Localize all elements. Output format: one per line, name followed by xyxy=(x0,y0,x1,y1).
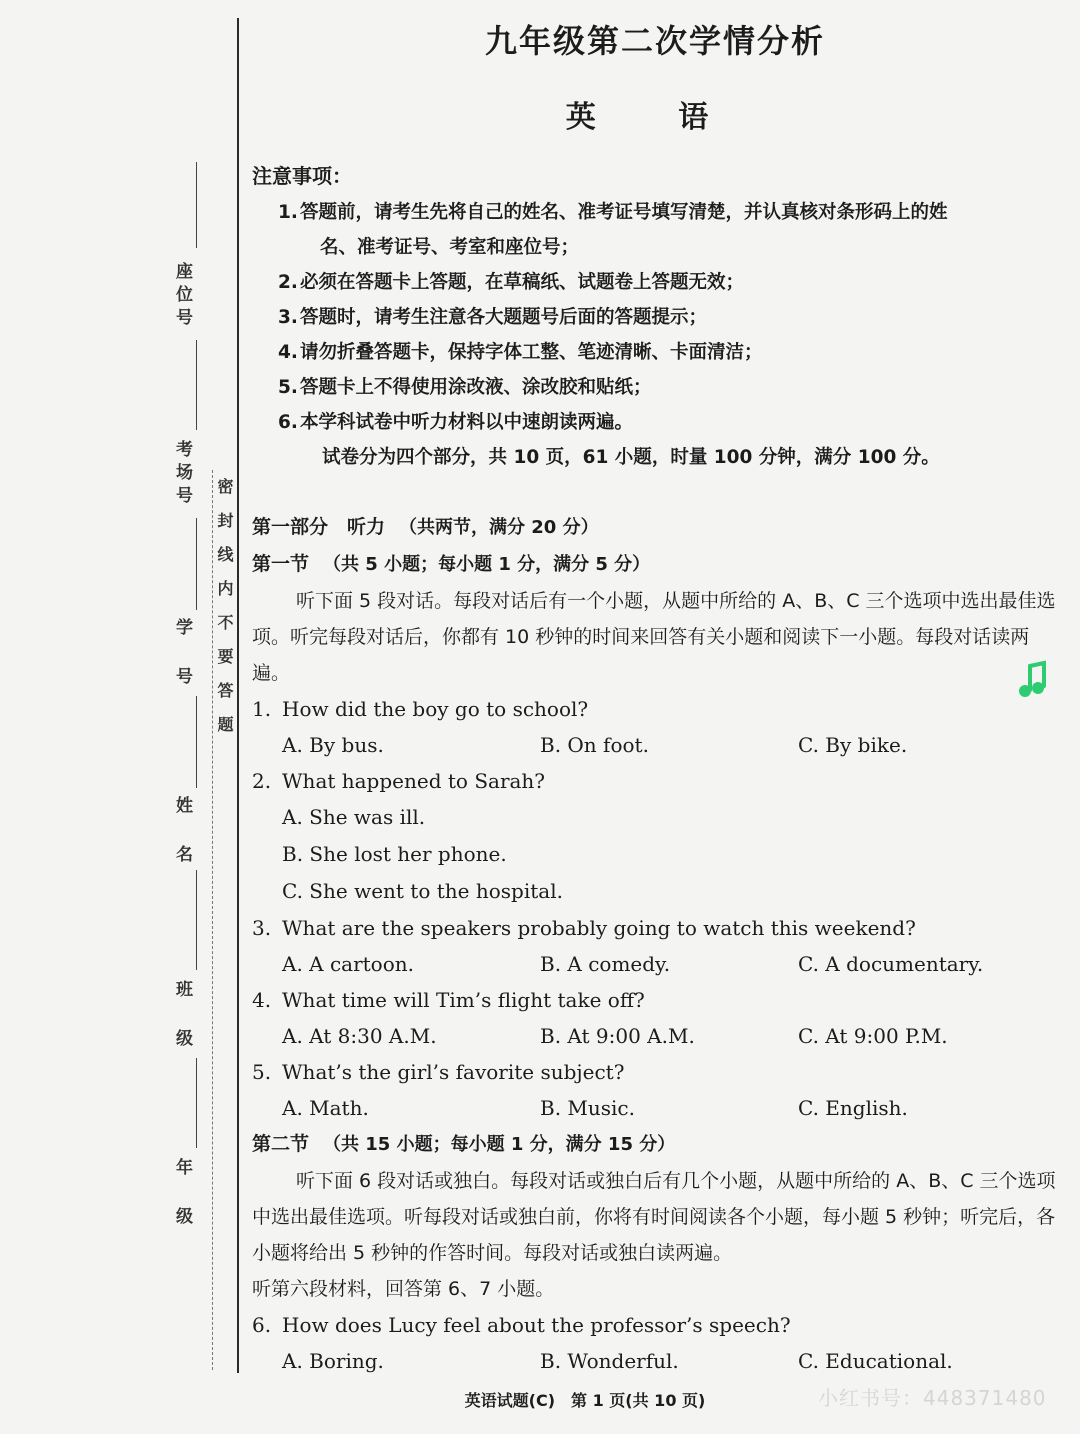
notice-number: 3. xyxy=(278,307,298,328)
option-b: B. Wonderful. xyxy=(540,1349,679,1373)
field-room xyxy=(170,440,200,509)
part1-title: 第一部分 听力 xyxy=(252,516,386,538)
option-b: B. At 9:00 A.M. xyxy=(540,1024,695,1048)
option-c: C. She went to the hospital. xyxy=(282,879,563,903)
question-text: What are the speakers probably going to watch this weekend? xyxy=(282,916,916,940)
question-text: What time will Tim’s flight take off? xyxy=(282,988,645,1012)
field-label: 学 号 xyxy=(172,618,192,690)
section2-title: 第二节 xyxy=(252,1133,310,1155)
question-6 xyxy=(252,1307,1067,1379)
option-b: B. A comedy. xyxy=(540,952,671,976)
binding-margin xyxy=(0,0,245,1434)
option-a: A. By bus. xyxy=(282,733,384,757)
seal-text: 密封线内不要答题 xyxy=(215,478,234,750)
question-5 xyxy=(252,1054,1067,1126)
section1-instructions: 听下面 5 段对话。每段对话后有一个小题，从题中所给的 A、B、C 三个选项中选出最佳选项。听完每段对话后，你都有 10 秒钟的时间来回答有关小题和阅读下一小题。每段对话读两遍。 xyxy=(252,590,1056,684)
field-underline xyxy=(196,518,197,610)
question-text: How did the boy go to school? xyxy=(282,697,589,721)
option-b: B. On foot. xyxy=(540,733,649,757)
field-grade xyxy=(170,1158,200,1230)
exam-title: 九年级第二次学情分析 xyxy=(484,22,825,60)
notice-text: 必须在答题卡上答题，在草稿纸、试题卷上答题无效； xyxy=(300,272,745,293)
field-seat xyxy=(170,262,200,331)
question-text: What happened to Sarah? xyxy=(282,769,546,793)
notice-item xyxy=(252,265,1067,300)
part1-note: （共两节，满分 20 分） xyxy=(399,517,599,538)
question-text: How does Lucy feel about the professor’s speech? xyxy=(282,1313,791,1337)
field-student-id xyxy=(170,618,200,690)
field-label: 年 级 xyxy=(172,1158,192,1230)
option-a: A. She was ill. xyxy=(282,805,426,829)
question-3 xyxy=(252,910,1067,982)
section1-heading xyxy=(252,546,1067,583)
field-underline xyxy=(196,162,197,248)
section2-material: 听第六段材料，回答第 6、7 小题。 xyxy=(252,1278,555,1300)
question-text: What’s the girl’s favorite subject? xyxy=(282,1060,625,1084)
option-a: A. At 8:30 A.M. xyxy=(282,1024,437,1048)
option-a: A. A cartoon. xyxy=(282,952,415,976)
field-underline xyxy=(196,1058,197,1148)
exam-content xyxy=(252,160,1067,1379)
section1-note: （共 5 小题；每小题 1 分，满分 5 分） xyxy=(323,554,651,575)
option-b: B. She lost her phone. xyxy=(282,842,507,866)
notice-item xyxy=(252,195,1067,265)
section2-heading xyxy=(252,1126,1067,1163)
notice-number: 1. xyxy=(278,202,298,223)
notice-item xyxy=(252,405,1067,440)
question-4 xyxy=(252,982,1067,1054)
notice-number: 6. xyxy=(278,412,298,433)
notice-text: 答题前，请考生先将自己的姓名、准考证号填写清楚，并认真核对条形码上的姓 xyxy=(300,202,948,223)
question-number: 6. xyxy=(252,1313,272,1337)
notice-text-cont: 名、准考证号、考室和座位号； xyxy=(320,237,580,258)
notice-text: 请勿折叠答题卡，保持字体工整、笔迹清晰、卡面清洁； xyxy=(300,342,763,363)
option-c: C. English. xyxy=(798,1096,908,1120)
option-a: A. Boring. xyxy=(282,1349,384,1373)
question-number: 2. xyxy=(252,769,272,793)
option-b: B. Music. xyxy=(540,1096,635,1120)
section2-note: （共 15 小题；每小题 1 分，满分 15 分） xyxy=(323,1134,676,1155)
part1-heading xyxy=(252,509,1067,546)
notice-text: 答题卡上不得使用涂改液、涂改胶和贴纸； xyxy=(300,377,652,398)
field-label: 考场号 xyxy=(172,440,192,509)
field-underline xyxy=(196,340,197,430)
notice-heading: 注意事项： xyxy=(252,164,352,188)
question-2 xyxy=(252,763,1067,910)
field-label: 座位号 xyxy=(172,262,192,331)
notice-list xyxy=(252,195,1067,440)
notice-item xyxy=(252,300,1067,335)
notice-number: 2. xyxy=(278,272,298,293)
field-label: 班 级 xyxy=(172,980,192,1052)
option-c: C. Educational. xyxy=(798,1349,953,1373)
notice-text: 本学科试卷中听力材料以中速朗读两遍。 xyxy=(300,412,634,433)
page-footer: 英语试题(C) 第 1 页(共 10 页) xyxy=(464,1391,706,1410)
notice-extra: 试卷分为四个部分，共 10 页，61 小题，时量 100 分钟，满分 100 分。 xyxy=(322,447,940,468)
field-class xyxy=(170,980,200,1052)
option-c: C. A documentary. xyxy=(798,952,984,976)
notice-item xyxy=(252,370,1067,405)
field-label: 姓 名 xyxy=(172,796,192,868)
section2-instructions: 听下面 6 段对话或独白。每段对话或独白后有几个小题，从题中所给的 A、B、C 三个选项中选出最佳选项。听每段对话或独白前，你将有时间阅读各个小题，每小题 5 秒钟；听完后，各小题将给出 5 秒钟的作答时间。每段对话或独白读两遍。 xyxy=(252,1170,1056,1264)
notice-number: 5. xyxy=(278,377,298,398)
question-1 xyxy=(252,691,1067,763)
option-c: C. At 9:00 P.M. xyxy=(798,1024,948,1048)
field-name xyxy=(170,796,200,868)
exam-subject: 英 语 xyxy=(565,100,745,135)
option-c: C. By bike. xyxy=(798,733,908,757)
field-underline xyxy=(196,696,197,788)
notice-item xyxy=(252,335,1067,370)
section1-title: 第一节 xyxy=(252,553,310,575)
music-note-icon[interactable] xyxy=(1014,660,1054,700)
notice-number: 4. xyxy=(278,342,298,363)
notice-text: 答题时，请考生注意各大题题号后面的答题提示； xyxy=(300,307,708,328)
question-number: 4. xyxy=(252,988,272,1012)
question-number: 5. xyxy=(252,1060,272,1084)
watermark: 小红书号：448371480 xyxy=(818,1386,1047,1410)
question-number: 1. xyxy=(252,697,272,721)
binding-line xyxy=(237,18,239,1373)
option-a: A. Math. xyxy=(282,1096,369,1120)
field-underline xyxy=(196,870,197,970)
question-number: 3. xyxy=(252,916,272,940)
